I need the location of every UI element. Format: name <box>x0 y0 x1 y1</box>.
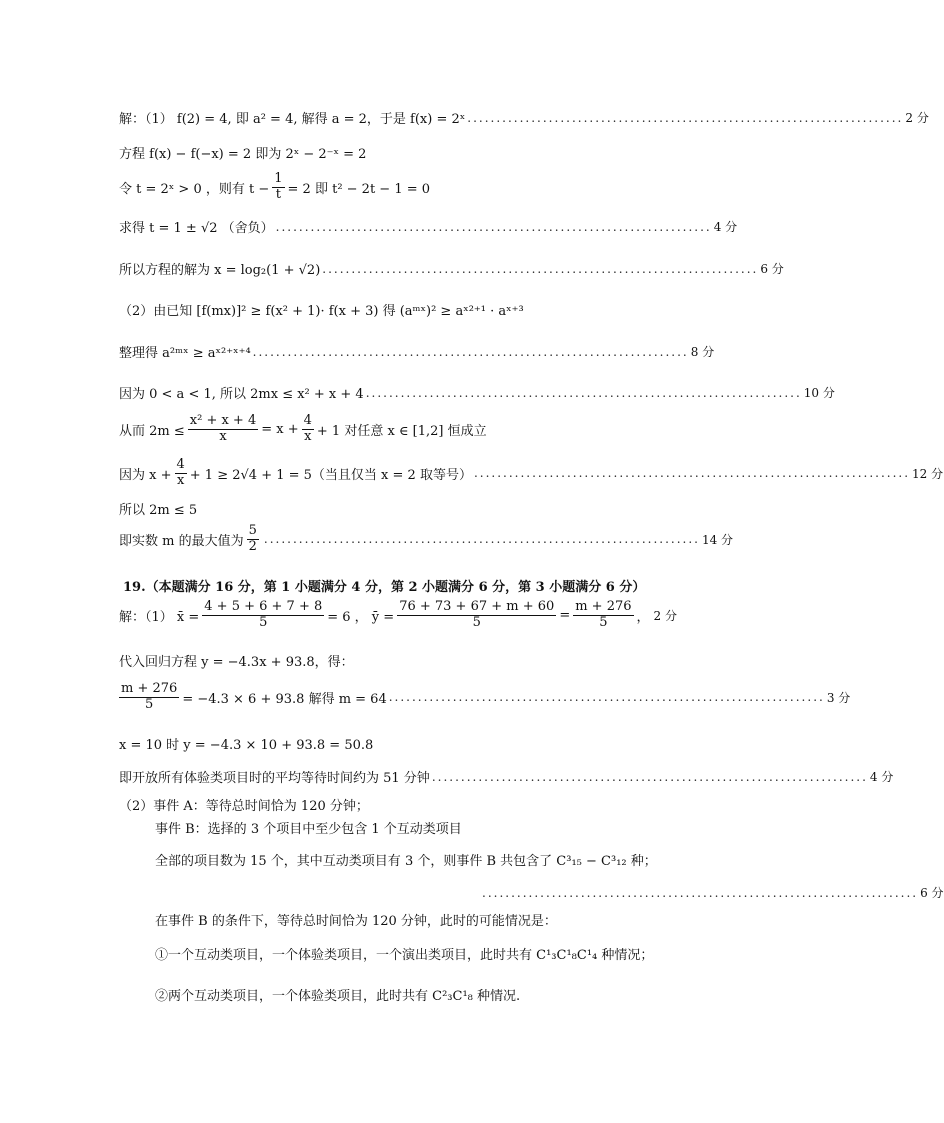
line-score-6 <box>480 884 944 901</box>
line-equation: 方程 f(x) − f(−x) = 2 即为 2ˣ − 2⁻ˣ = 2 <box>119 147 367 162</box>
line-simplify: 整理得 a²ᵐˣ ≥ aˣ²⁺ˣ⁺⁴ ........................................................................... 8 分 <box>119 344 715 361</box>
leader-dots: ........................................................................... <box>263 532 700 547</box>
line-case-2: ②两个互动类项目，一个体验类项目，此时共有 C²₃C¹₈ 种情况. <box>155 989 521 1004</box>
leader-dots: ........................................................................... <box>275 219 712 234</box>
fraction: $\frac{4}{x}$ <box>303 413 312 444</box>
score-mark: 4 分 <box>713 220 738 234</box>
leader-dots: ........................................................................... <box>482 885 919 900</box>
leader-dots: ........................................................................... <box>252 344 689 359</box>
score-mark: 3 分 <box>826 690 851 705</box>
line-substitution: 令 t = 2ˣ > 0 ，则有 t − $\frac{1}{t}$ = 2 即 t² − 2t − 1 = 0 <box>119 171 431 202</box>
fraction: $\frac{m + 276}{5}$ <box>575 599 632 630</box>
score-mark: 6 分 <box>920 886 944 900</box>
leader-dots: ........................................................................... <box>473 466 911 481</box>
line-regression: 代入回归方程 y = −4.3x + 93.8，得： <box>119 655 354 670</box>
fraction: $\frac{4}{x}$ <box>176 457 185 488</box>
score-mark: 2 分 <box>905 111 929 125</box>
leader-dots: ........................................................................... <box>322 261 759 276</box>
line-solution-x: 所以方程的解为 x = log₂(1 + √2) ........................................................................... 6 分 <box>119 261 784 278</box>
line-condition: 在事件 B 的条件下，等待总时间恰为 120 分钟，此时的可能情况是： <box>155 914 557 929</box>
line-count-b: 全部的项目数为 15 个，其中互动类项目有 3 个，则事件 B 共包含了 C³₁₅ − C³₁₂ 种； <box>155 854 657 869</box>
question-19-heading: 19.（本题满分 16 分，第 1 小题满分 4 分，第 2 小题满分 6 分，第 3 小题满分 6 分） <box>123 580 646 595</box>
line-part1-solve-a: 解：（1） f(2) = 4, 即 a² = 4, 解得 a = 2，于是 f(x) = 2ˣ ........................................................................... 2 分 <box>119 110 929 127</box>
line-solve-m: $\frac{m + 276}{5}$ = −4.3 × 6 + 93.8 解得 m = 64 ........................................................................... 3 分 <box>121 681 851 712</box>
leader-dots: ........................................................................... <box>388 690 825 705</box>
score-mark: 2 分 <box>653 608 677 623</box>
line-am-gm: 因为 x + $\frac{4}{x}$ + 1 ≥ 2√4 + 1 = 5（当且仅当 x = 2 取等号） ........................................................................... 12 分 <box>119 457 944 488</box>
line-means: 解：（1） x̄ = $\frac{4 + 5 + 6 + 7 + 8}{5}$ = 6 ， ȳ = $\frac{76 + 73 + 67 + m + 60}{5}$ = $\frac{m + 276}{5}$ ， 2 分 <box>119 599 677 630</box>
score-mark: 12 分 <box>912 466 944 481</box>
leader-dots: ........................................................................... <box>431 769 868 784</box>
score-mark: 4 分 <box>869 770 894 784</box>
fraction: $\frac{1}{t}$ <box>274 171 283 202</box>
fraction: $\frac{4 + 5 + 6 + 7 + 8}{5}$ <box>204 599 323 630</box>
leader-dots: ........................................................................... <box>365 385 802 400</box>
line-inequality: 因为 0 < a < 1, 所以 2mx ≤ x² + x + 4 ........................................................................... 10 分 <box>119 385 835 402</box>
fraction: $\frac{m + 276}{5}$ <box>121 681 178 712</box>
fraction: $\frac{\text{x² + x + 4}}{x}$ <box>189 413 257 444</box>
line-solve-t: 求得 t = 1 ± √2 （舍负） ........................................................................... 4 分 <box>119 219 738 236</box>
line-event-a: （2）事件 A：等待总时间恰为 120 分钟； <box>119 799 369 814</box>
fraction: $\frac{5}{2}$ <box>248 523 257 554</box>
score-mark: 14 分 <box>701 532 734 547</box>
line-case-1: ①一个互动类项目，一个体验类项目，一个演出类项目，此时共有 C¹₃C¹₈C¹₄ 种情况； <box>155 948 654 963</box>
leader-dots: ........................................................................... <box>467 110 904 125</box>
fraction: $\frac{76 + 73 + 67 + m + 60}{5}$ <box>399 599 555 630</box>
line-part2-given: （2）由已知 [f(mx)]² ≥ f(x² + 1)· f(x + 3) 得 (aᵐˣ)² ≥ aˣ²⁺¹ · aˣ⁺³ <box>119 304 524 319</box>
line-predict: x = 10 时 y = −4.3 × 10 + 93.8 = 50.8 <box>119 738 374 753</box>
score-mark: 6 分 <box>760 262 784 276</box>
line-conclusion-1: 即开放所有体验类项目时的平均等待时间约为 51 分钟 ........................................................................... 4 分 <box>119 769 894 786</box>
line-bound-m: 从而 2m ≤ $\frac{\text{x² + x + 4}}{x}$ = x + $\frac{4}{x}$ + 1 对任意 x ∈ [1,2] 恒成立 <box>119 413 487 444</box>
score-mark: 10 分 <box>803 386 835 400</box>
line-conclude-2m: 所以 2m ≤ 5 <box>119 503 198 518</box>
line-event-b: 事件 B：选择的 3 个项目中至少包含 1 个互动类项目 <box>155 822 462 837</box>
line-max-m: 即实数 m 的最大值为 $\frac{5}{2}$ ........................................................................... 14 分 <box>119 523 734 554</box>
score-mark: 8 分 <box>690 345 715 359</box>
